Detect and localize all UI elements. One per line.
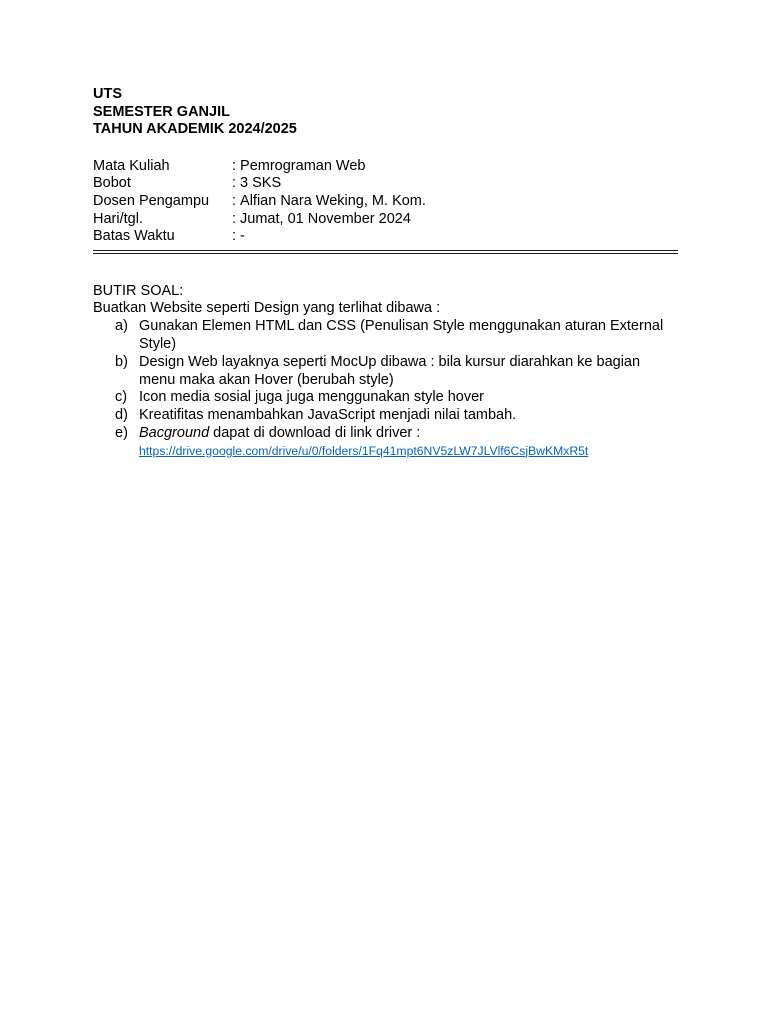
info-label: Mata Kuliah — [93, 157, 170, 174]
double-divider-line — [93, 250, 678, 254]
academic-year-title: TAHUN AKADEMIK 2024/2025 — [93, 121, 297, 137]
question-item — [93, 389, 679, 407]
info-colon: : — [232, 210, 237, 227]
info-colon: : — [232, 192, 237, 209]
info-value: Jumat, 01 November 2024 — [240, 210, 411, 227]
question-list — [93, 318, 679, 443]
italic-term: Bacground — [139, 424, 210, 441]
item-marker: b) — [115, 353, 128, 370]
info-colon: : — [232, 175, 237, 192]
info-row-weight — [93, 175, 679, 193]
info-colon: : — [232, 157, 237, 174]
info-value: - — [240, 228, 245, 245]
item-marker: d) — [115, 407, 128, 424]
questions-intro: Buatkan Website seperti Design yang terlihat dibawa : — [93, 300, 441, 317]
item-marker: a) — [115, 318, 128, 335]
info-row-time-limit — [93, 228, 679, 246]
item-text: Icon media sosial juga juga menggunakan style hover — [139, 389, 484, 406]
item-text: Design Web layaknya seperti MocUp dibawa : bila kursur diarahkan ke bagian menu maka akan Hover (berubah style) — [139, 353, 641, 388]
question-item — [93, 318, 679, 354]
info-label: Hari/tgl. — [93, 210, 143, 227]
info-label: Batas Waktu — [93, 228, 175, 245]
exam-title-block — [93, 86, 679, 139]
course-info-table — [93, 158, 679, 247]
info-value: 3 SKS — [240, 175, 282, 192]
question-item — [93, 407, 679, 425]
info-row-course — [93, 158, 679, 176]
drive-link[interactable]: https://drive.google.com/drive/u/0/folders/1Fq41mpt6NV5zLW7JLVlf6CsjBwKMxR5t — [139, 443, 589, 458]
info-label: Bobot — [93, 175, 131, 192]
item-text — [139, 425, 679, 443]
info-value: Alfian Nara Weking, M. Kom. — [240, 192, 426, 209]
info-colon: : — [232, 228, 237, 245]
item-marker: c) — [115, 389, 128, 406]
question-item — [93, 354, 679, 390]
info-row-lecturer — [93, 193, 679, 211]
item-text: Gunakan Elemen HTML dan CSS (Penulisan Style menggunakan aturan External Style) — [139, 318, 664, 352]
exam-document — [93, 86, 679, 459]
item-marker: e) — [115, 424, 128, 441]
info-value: Pemrograman Web — [240, 157, 366, 174]
info-row-date — [93, 211, 679, 229]
question-item — [93, 425, 679, 443]
item-text: Kreatifitas menambahkan JavaScript menjadi nilai tambah. — [139, 407, 517, 424]
questions-section — [93, 283, 679, 459]
questions-heading: BUTIR SOAL: — [93, 282, 184, 299]
semester-title: SEMESTER GANJIL — [93, 103, 230, 120]
item-text-rest: dapat di download di link driver : — [209, 424, 421, 441]
info-label: Dosen Pengampu — [93, 192, 210, 209]
exam-type-title: UTS — [93, 86, 122, 102]
